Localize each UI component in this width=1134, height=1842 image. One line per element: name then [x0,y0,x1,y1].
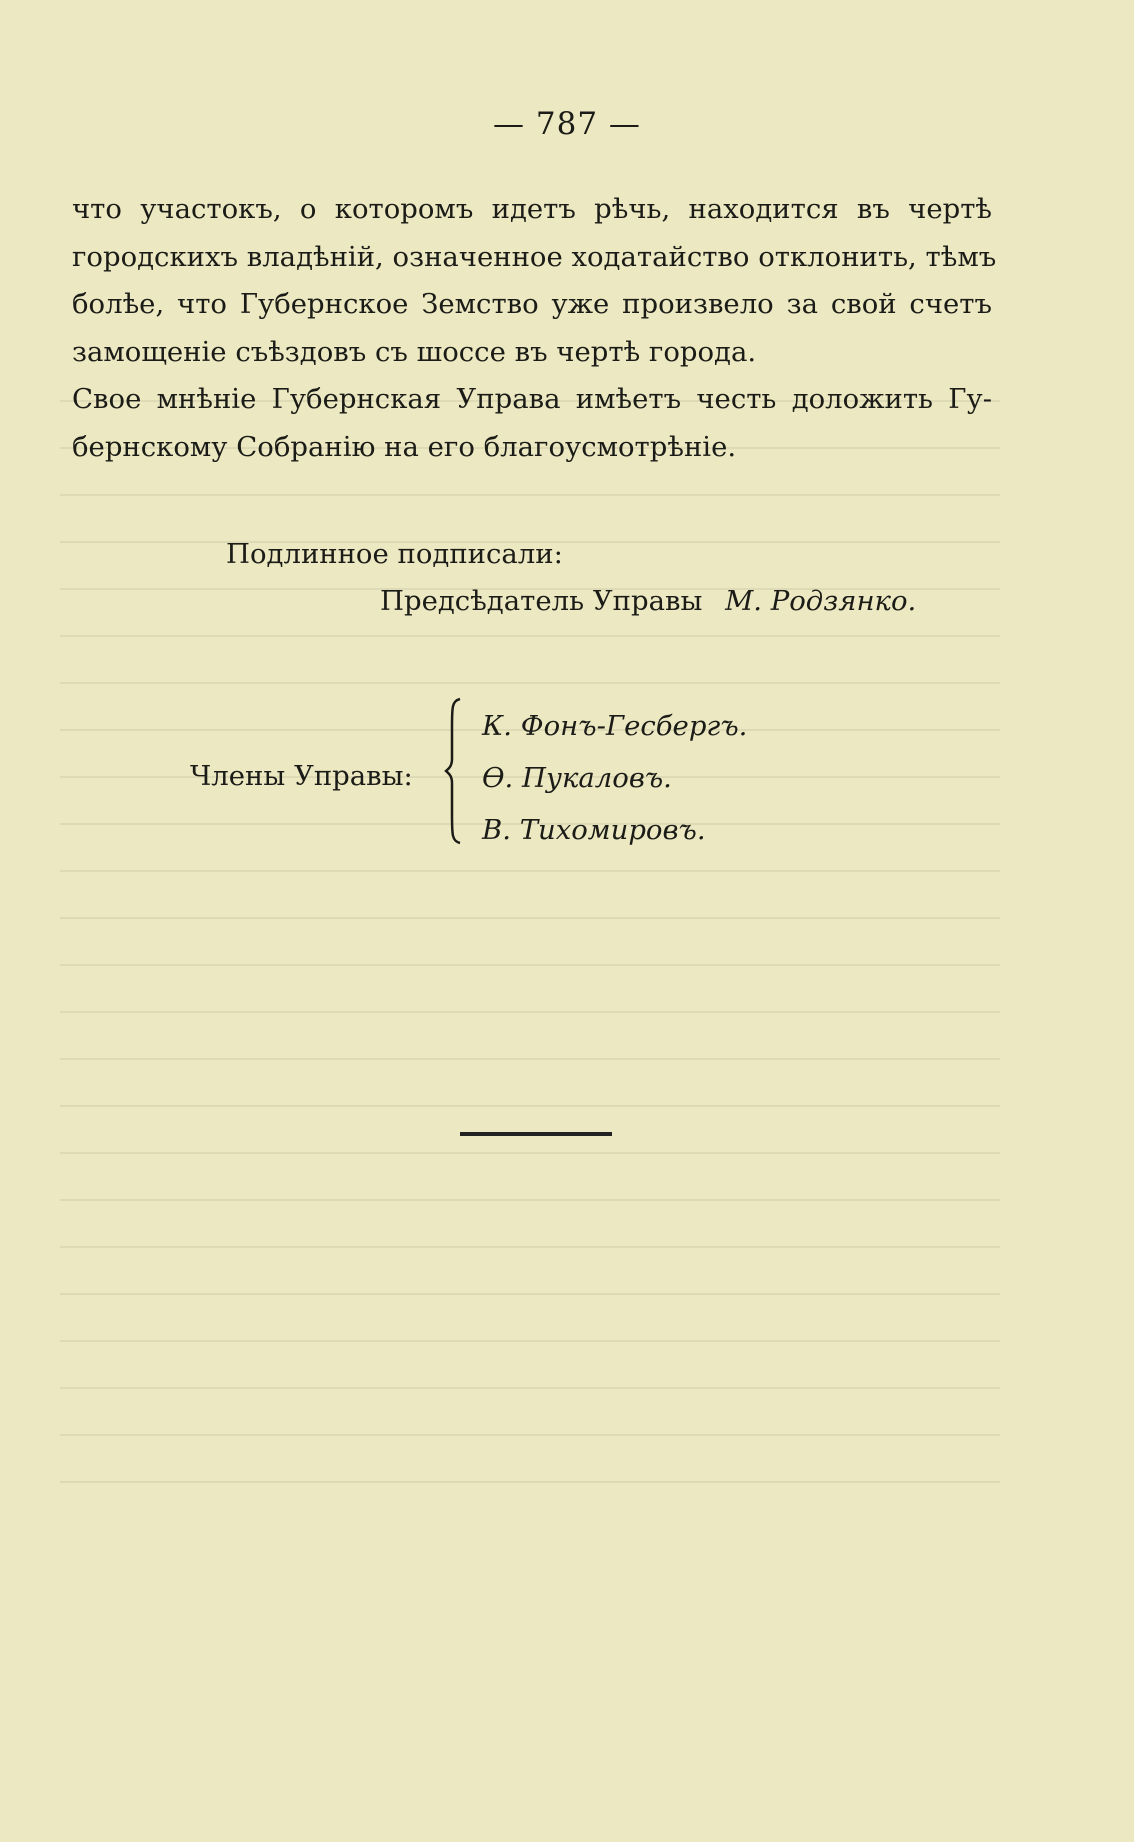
body-paragraph [72,186,997,471]
member-name: К. Фонъ-Гесбергъ. [482,710,748,742]
chairman-title: Предсѣдатель Управы [380,585,703,617]
text-line: городскихъ владѣній, означенное ходатайство отклонить, тѣмъ [72,240,997,273]
members-list [482,700,747,856]
member-name: Ѳ. Пукаловъ. [482,762,672,794]
chairman-signature [380,585,916,617]
curly-brace-icon [444,697,464,845]
member-name: В. Тихомировъ. [482,814,706,846]
page-number: — 787 — [493,106,641,142]
text-line: замощеніе съѣздовъ съ шоссе въ чертѣ города. [72,335,757,368]
text-line: бернскому Собранію на его благоусмотрѣніе. [72,430,737,463]
text-line: болѣе, что Губернское Земство уже произвело за свой счетъ [72,288,992,320]
signed-by-label: Подлинное подписали: [226,538,563,570]
chairman-name: М. Родзянко. [725,585,917,617]
text-line: что участокъ, о которомъ идетъ рѣчь, находится въ чертѣ [72,193,992,225]
reverse-side-bleed-through [60,400,1000,1600]
members-label: Члены Управы: [190,760,413,792]
section-divider [460,1132,612,1136]
text-line: Свое мнѣніе Губернская Управа имѣетъ честь доложить Гу- [72,383,992,415]
